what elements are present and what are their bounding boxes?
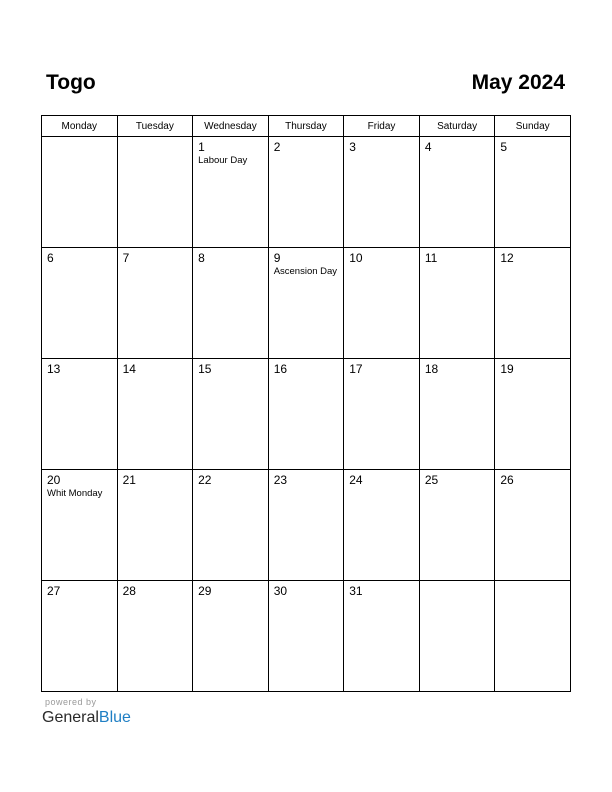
day-number: 22 — [198, 473, 212, 487]
calendar-grid — [41, 115, 571, 692]
day-cell[interactable] — [193, 359, 269, 470]
week-row — [42, 137, 571, 248]
day-cell[interactable] — [268, 581, 344, 692]
day-cell[interactable] — [117, 581, 193, 692]
day-number: 23 — [273, 473, 288, 487]
day-cell[interactable] — [268, 359, 344, 470]
day-number: 11 — [424, 251, 438, 265]
logo-text-blue: Blue — [98, 709, 131, 726]
weekday-header-sunday: Sunday — [495, 116, 571, 137]
day-number: 28 — [122, 584, 136, 598]
day-number: 13 — [47, 362, 61, 376]
generalblue-logo[interactable] — [42, 708, 131, 728]
day-number: 4 — [424, 140, 432, 154]
month-year-title: May 2024 — [471, 71, 565, 94]
holiday-label: Labour Day — [198, 155, 248, 166]
weekday-header-wednesday: Wednesday — [193, 116, 269, 137]
day-cell[interactable] — [117, 470, 193, 581]
day-cell[interactable] — [117, 137, 193, 248]
day-number: 29 — [198, 584, 212, 598]
holiday-label: Whit Monday — [47, 488, 103, 499]
day-cell[interactable] — [344, 137, 420, 248]
day-cell[interactable] — [42, 581, 118, 692]
day-number: 7 — [122, 251, 130, 265]
weekday-header-friday: Friday — [344, 116, 420, 137]
day-cell[interactable] — [193, 137, 269, 248]
day-number: 17 — [349, 362, 363, 376]
day-number: 15 — [198, 362, 212, 376]
logo-text-general: General — [42, 709, 99, 726]
day-cell[interactable] — [193, 248, 269, 359]
weekday-header-tuesday: Tuesday — [117, 116, 193, 137]
week-row — [42, 359, 571, 470]
day-number: 2 — [273, 140, 281, 154]
day-cell[interactable] — [117, 359, 193, 470]
day-number: 20 — [47, 473, 61, 487]
day-cell[interactable] — [117, 248, 193, 359]
day-cell[interactable] — [42, 248, 118, 359]
day-number: 1 — [198, 140, 205, 154]
day-number: 9 — [273, 251, 281, 265]
day-number: 6 — [47, 251, 54, 265]
day-number: 14 — [122, 362, 136, 376]
day-cell[interactable] — [344, 248, 420, 359]
day-cell[interactable] — [193, 581, 269, 692]
day-cell[interactable] — [268, 248, 344, 359]
day-cell[interactable] — [42, 470, 118, 581]
day-cell[interactable] — [193, 470, 269, 581]
day-cell[interactable] — [344, 359, 420, 470]
day-cell[interactable] — [495, 248, 571, 359]
day-cell[interactable] — [419, 248, 495, 359]
day-cell[interactable] — [42, 137, 118, 248]
day-number: 26 — [500, 473, 514, 487]
day-cell[interactable] — [419, 581, 495, 692]
week-row — [42, 470, 571, 581]
week-row — [42, 581, 571, 692]
day-number: 10 — [349, 251, 363, 265]
day-number: 27 — [47, 584, 61, 598]
day-cell[interactable] — [42, 359, 118, 470]
day-number: 19 — [500, 362, 514, 376]
day-cell[interactable] — [495, 359, 571, 470]
day-number: 8 — [198, 251, 205, 265]
powered-by-text: powered by — [45, 697, 97, 707]
holiday-label: Ascension Day — [273, 266, 338, 277]
day-cell[interactable] — [419, 470, 495, 581]
day-number: 12 — [500, 251, 514, 265]
day-number: 25 — [424, 473, 439, 487]
day-number: 3 — [349, 140, 356, 154]
day-number: 24 — [349, 473, 363, 487]
day-number: 31 — [349, 584, 363, 598]
country-title: Togo — [46, 71, 96, 94]
day-number: 5 — [500, 140, 508, 154]
weekday-header-monday: Monday — [42, 116, 118, 137]
weekday-header-thursday: Thursday — [268, 116, 344, 137]
day-number: 21 — [122, 473, 136, 487]
weekday-header-saturday: Saturday — [419, 116, 495, 137]
week-row — [42, 248, 571, 359]
day-cell[interactable] — [419, 359, 495, 470]
weekday-header-row — [42, 116, 571, 137]
day-cell[interactable] — [419, 137, 495, 248]
day-number: 16 — [273, 362, 288, 376]
day-cell[interactable] — [268, 137, 344, 248]
day-cell[interactable] — [495, 581, 571, 692]
day-number: 18 — [424, 362, 439, 376]
day-cell[interactable] — [495, 470, 571, 581]
day-cell[interactable] — [344, 581, 420, 692]
day-cell[interactable] — [495, 137, 571, 248]
day-number: 30 — [273, 584, 288, 598]
day-cell[interactable] — [344, 470, 420, 581]
day-cell[interactable] — [268, 470, 344, 581]
